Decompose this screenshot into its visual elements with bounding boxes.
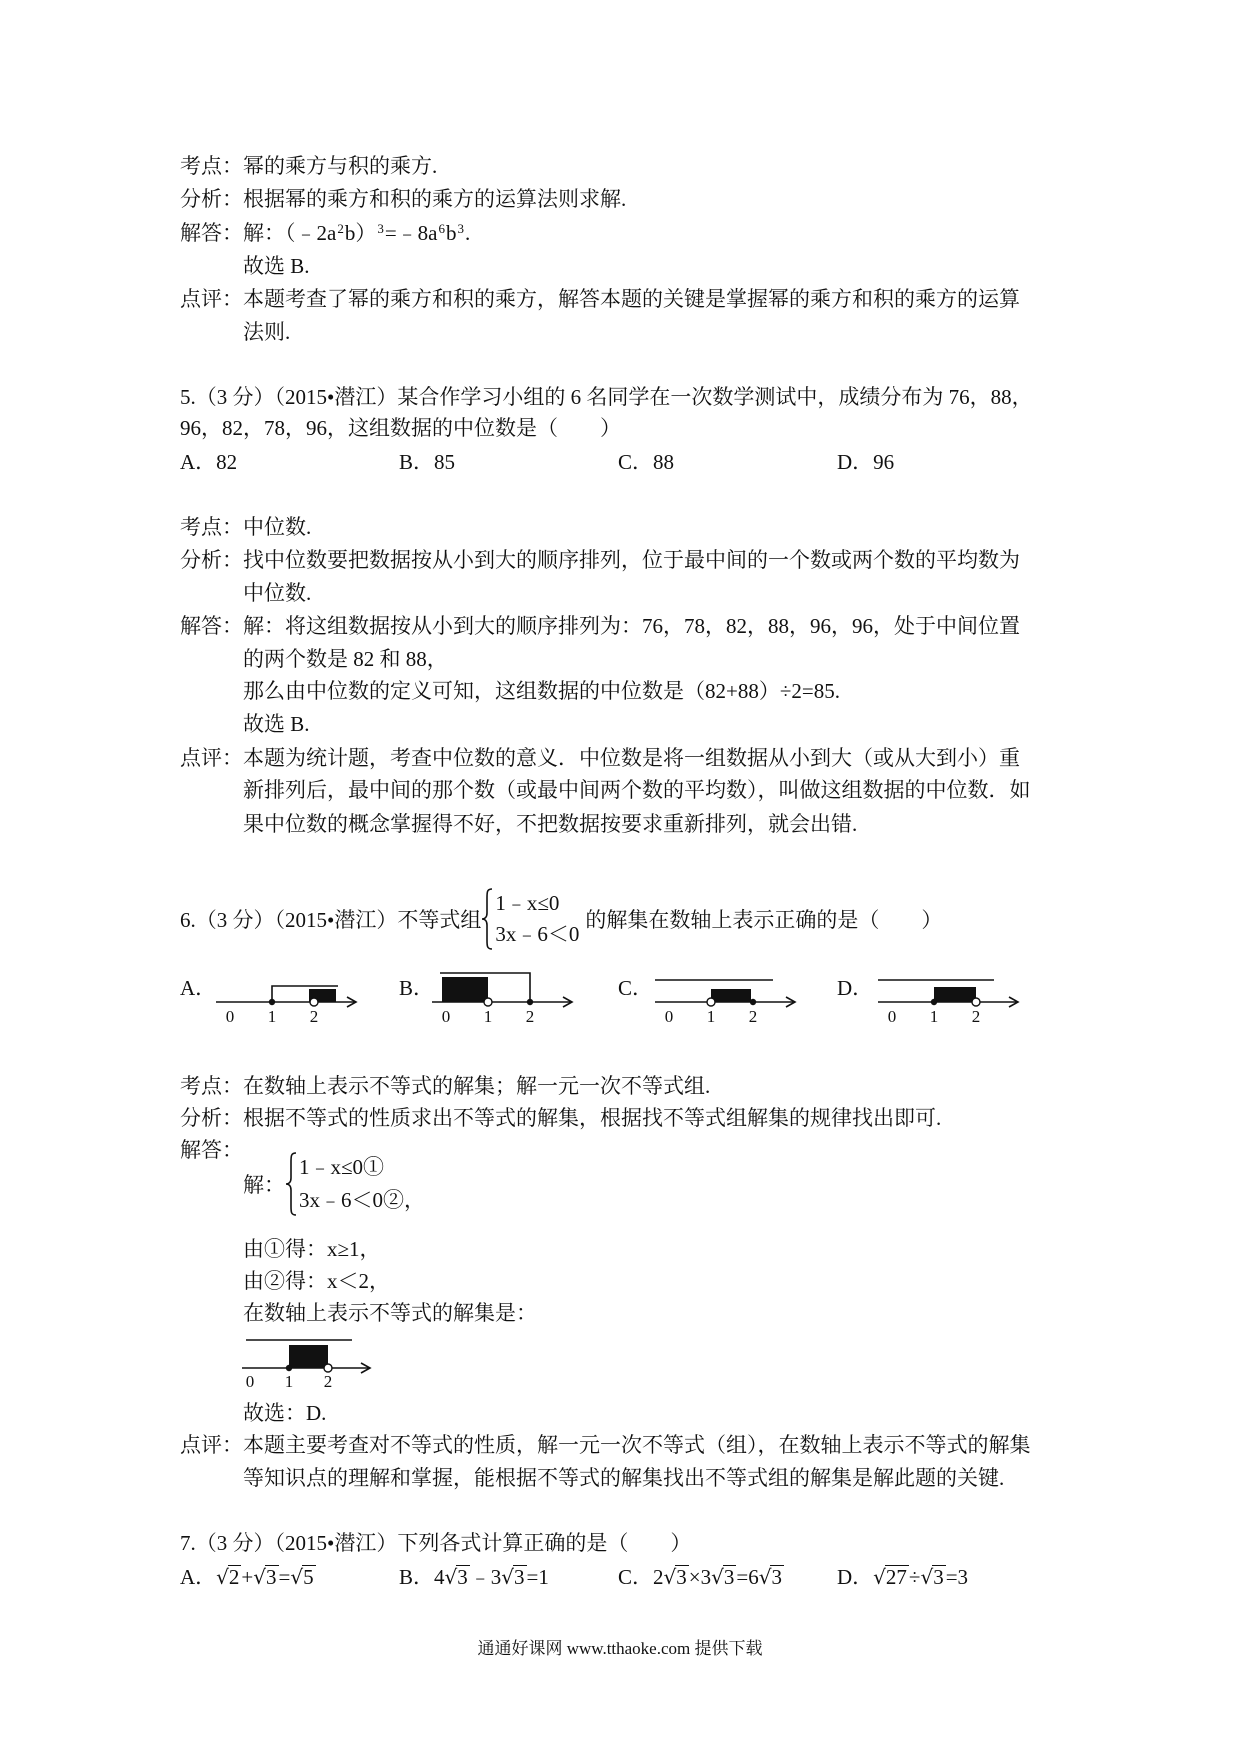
fenxi-label: 分析： <box>180 187 243 211</box>
q6-fenxi-line <box>180 1102 941 1135</box>
result: =1 <box>526 1565 549 1589</box>
open-point <box>484 998 492 1006</box>
exponent: 3 <box>457 220 464 236</box>
q5-answer-choice: 故选 B. <box>243 712 310 736</box>
sqrt-icon: √ <box>920 1565 934 1589</box>
tick-label: 2 <box>309 1007 319 1026</box>
radical <box>664 1561 689 1594</box>
number-line-answer <box>240 1330 380 1392</box>
exponent: 3 <box>377 220 384 236</box>
number-line-option-d <box>878 962 1028 1028</box>
q6-option-b-label: B． <box>399 976 435 1000</box>
tick-label: 2 <box>971 1007 981 1026</box>
radicand: 27 <box>885 1565 907 1589</box>
q5-dianping-continuation: 果中位数的概念掌握得不好，不把数据按要求重新排列，就会出错. <box>243 812 858 836</box>
open-point <box>310 998 318 1006</box>
radical <box>253 1561 278 1594</box>
q5-jieda-line <box>180 610 1020 643</box>
q4-answer-choice: 故选 B. <box>243 254 310 278</box>
q7-option-c <box>618 1561 784 1594</box>
radicand: 3 <box>933 1565 944 1589</box>
radicand: 3 <box>771 1565 782 1589</box>
radicand: 2 <box>228 1565 240 1589</box>
tick-label: 0 <box>664 1007 674 1026</box>
formula-part: b） <box>344 221 377 245</box>
formula-part: . <box>465 221 471 245</box>
tick-label: 2 <box>323 1372 333 1391</box>
q5-stem-line: 96，82，78，96，这组数据的中位数是（ ） <box>180 416 621 440</box>
q5-jieda-continuation: 那么由中位数的定义可知，这组数据的中位数是（82+88）÷2=85. <box>243 679 840 703</box>
system-lines <box>299 1152 404 1216</box>
inequality-system <box>285 1152 404 1216</box>
sqrt-icon: √ <box>758 1565 772 1589</box>
q6-option-a-label: A． <box>180 976 217 1000</box>
radicand: 5 <box>303 1565 314 1589</box>
coefficient: 4 <box>434 1565 445 1589</box>
formula-part: b <box>446 221 457 245</box>
solid-point <box>931 999 937 1005</box>
open-point <box>707 998 715 1006</box>
tick-label: 0 <box>225 1007 235 1026</box>
q5-fenxi-continuation: 中位数. <box>243 581 312 605</box>
tick-label: 1 <box>929 1007 939 1026</box>
q5-option-d: D．96 <box>837 450 895 474</box>
radical <box>711 1561 736 1594</box>
kaodian-label: 考点： <box>180 154 243 178</box>
number-line-option-a <box>216 962 366 1028</box>
q7-option-a <box>180 1561 316 1594</box>
dianping-text: 本题考查了幂的乘方和积的乘方，解答本题的关键是掌握幂的乘方和积的乘方的运算 <box>243 287 1020 311</box>
kaodian-text: 幂的乘方与积的乘方. <box>243 154 438 178</box>
open-point <box>324 1364 332 1372</box>
option-label: B． <box>399 1565 435 1589</box>
q6-dianping-line <box>180 1429 1031 1462</box>
fenxi-label: 分析： <box>180 548 243 572</box>
sqrt-icon: √ <box>501 1565 515 1589</box>
q6-jieda-label-line <box>180 1134 243 1167</box>
q6-step: 由①得：x≥1， <box>243 1237 381 1261</box>
fenxi-text: 根据幂的乘方和积的乘方的运算法则求解. <box>243 187 627 211</box>
radicand: 3 <box>723 1565 735 1589</box>
kaodian-label: 考点： <box>180 1074 243 1098</box>
kaodian-text: 中位数. <box>243 515 312 539</box>
q5-stem-line: 5.（3 分）（2015•潜江）某合作学习小组的 6 名同学在一次数学测试中，成绩分布为 76，88， <box>180 385 1033 409</box>
page-footer: 通通好课网 www.tthaoke.com 提供下载 <box>477 1639 763 1658</box>
sqrt-icon: √ <box>873 1565 886 1589</box>
radicand: 3 <box>676 1565 687 1589</box>
tick-label: 1 <box>483 1007 493 1026</box>
kaodian-text: 在数轴上表示不等式的解集；解一元一次不等式组. <box>243 1074 711 1098</box>
q5-jieda-continuation: 的两个数是 82 和 88， <box>243 647 448 671</box>
q5-fenxi-line <box>180 544 1020 577</box>
jieda-text: 解：将这组数据按从小到大的顺序排列为：76，78，82，88，96，96，处于中间位置 <box>243 614 1020 638</box>
option-label: C． <box>618 1565 654 1589</box>
inequality-2: 3x﹣6＜0② <box>299 1188 404 1212</box>
jieda-label: 解答： <box>180 1138 243 1162</box>
solid-point <box>750 999 756 1005</box>
sqrt-icon: √ <box>290 1565 304 1589</box>
inequality-1: 1﹣x≤0 <box>495 891 560 915</box>
fenxi-label: 分析： <box>180 1106 243 1130</box>
q6-stem-after: 的解集在数轴上表示正确的是（ ） <box>585 908 943 932</box>
option-label: D． <box>837 1565 874 1589</box>
radicand: 3 <box>266 1565 277 1589</box>
fenxi-text: 根据不等式的性质求出不等式的解集，根据找不等式组解集的规律找出即可. <box>243 1106 942 1130</box>
radical <box>290 1561 315 1594</box>
solution-shading <box>934 987 976 1002</box>
solid-point <box>527 999 533 1005</box>
inequality-1: 1﹣x≤0① <box>299 1155 385 1179</box>
q6-step: 由②得：x＜2， <box>243 1269 390 1293</box>
exponent: 6 <box>438 220 445 236</box>
inequality-system <box>481 888 579 950</box>
system-lines <box>495 888 579 950</box>
tick-label: 2 <box>748 1007 758 1026</box>
q6-step: 在数轴上表示不等式的解集是： <box>243 1301 537 1325</box>
dianping-label: 点评： <box>180 1433 243 1457</box>
dianping-label: 点评： <box>180 287 243 311</box>
radical <box>873 1561 909 1594</box>
sqrt-icon: √ <box>253 1565 267 1589</box>
q7-option-b <box>399 1561 549 1594</box>
q7-option-d <box>837 1561 968 1594</box>
tick-label: 1 <box>706 1007 716 1026</box>
tick-label: 0 <box>441 1007 451 1026</box>
tick-label: 1 <box>284 1372 294 1391</box>
q5-option-a: A．82 <box>180 450 238 474</box>
operator: + <box>241 1565 254 1589</box>
coefficient: 2 <box>653 1565 664 1589</box>
dianping-text: 本题主要考查对不等式的性质，解一元一次不等式（组），在数轴上表示不等式的解集 <box>243 1433 1031 1457</box>
dianping-text: 本题为统计题，考查中位数的意义．中位数是将一组数据从小到大（或从大到小）重 <box>243 746 1020 770</box>
solution-shading <box>442 977 488 1002</box>
jieda-label: 解答： <box>180 614 243 638</box>
fenxi-text: 找中位数要把数据按从小到大的顺序排列，位于最中间的一个数或两个数的平均数为 <box>243 548 1020 572</box>
formula-part: 解：（﹣2a <box>243 221 337 245</box>
tick-label: 1 <box>267 1007 277 1026</box>
left-brace-icon <box>481 888 493 950</box>
radicand: 3 <box>457 1565 468 1589</box>
exponent: 2 <box>337 220 344 236</box>
radical <box>216 1561 241 1594</box>
solution-shading <box>711 989 751 1002</box>
kaodian-label: 考点： <box>180 515 243 539</box>
formula-part: =﹣8a <box>384 221 438 245</box>
q4-dianping-line <box>180 283 1020 316</box>
operator: ﹣3 <box>469 1565 502 1589</box>
radical <box>920 1561 945 1594</box>
q6-stem <box>180 888 942 950</box>
sqrt-icon: √ <box>711 1565 724 1589</box>
q5-dianping-continuation: 新排列后，最中间的那个数（或最中间两个数的平均数），叫做这组数据的中位数．如 <box>243 778 1031 802</box>
result: =3 <box>945 1565 969 1589</box>
jieda-intro: 解： <box>243 1173 285 1197</box>
solid-point <box>269 999 275 1005</box>
open-point <box>972 998 980 1006</box>
q4-fenxi-line <box>180 183 626 216</box>
q5-kaodian-line <box>180 511 311 544</box>
q6-option-c-label: C． <box>618 976 654 1000</box>
tick-label: 0 <box>887 1007 897 1026</box>
number-line-option-c <box>655 962 805 1028</box>
radicand: 3 <box>514 1565 525 1589</box>
q4-dianping-continuation: 法则. <box>243 320 291 344</box>
result: =6 <box>736 1565 759 1589</box>
dianping-label: 点评： <box>180 746 243 770</box>
sqrt-icon: √ <box>663 1565 677 1589</box>
radical <box>501 1561 526 1594</box>
sqrt-icon: √ <box>216 1565 229 1589</box>
q5-option-b: B．85 <box>399 450 456 474</box>
q6-answer-choice: 故选：D. <box>243 1401 327 1425</box>
radical <box>445 1561 470 1594</box>
operator: ÷ <box>908 1565 921 1589</box>
inequality-2: 3x﹣6＜0 <box>495 922 580 946</box>
radical <box>759 1561 784 1594</box>
operator: = <box>278 1565 291 1589</box>
system-tail-comma: ， <box>404 1188 425 1212</box>
solution-shading <box>289 1345 328 1368</box>
sqrt-icon: √ <box>444 1565 458 1589</box>
tick-label: 2 <box>525 1007 535 1026</box>
jieda-label: 解答： <box>180 221 243 245</box>
solid-point <box>286 1365 292 1371</box>
q6-stem-before: 6.（3 分）（2015•潜江）不等式组 <box>180 908 482 932</box>
left-brace-icon <box>285 1152 297 1216</box>
q6-jieda-system-row <box>243 1152 425 1216</box>
q6-dianping-continuation: 等知识点的理解和掌握，能根据不等式的解集找出不等式组的解集是解此题的关键. <box>243 1466 1005 1490</box>
operator: ×3 <box>688 1565 712 1589</box>
q6-kaodian-line <box>180 1070 710 1103</box>
number-line-option-b <box>432 962 582 1028</box>
q5-option-c: C．88 <box>618 450 675 474</box>
q7-stem: 7.（3 分）（2015•潜江）下列各式计算正确的是（ ） <box>180 1531 692 1555</box>
q5-dianping-line <box>180 742 1020 775</box>
q4-kaodian-line <box>180 150 437 183</box>
tick-label: 0 <box>245 1372 255 1391</box>
q4-jieda-line <box>180 217 470 250</box>
q6-option-d-label: D． <box>837 976 874 1000</box>
option-label: A． <box>180 1565 217 1589</box>
